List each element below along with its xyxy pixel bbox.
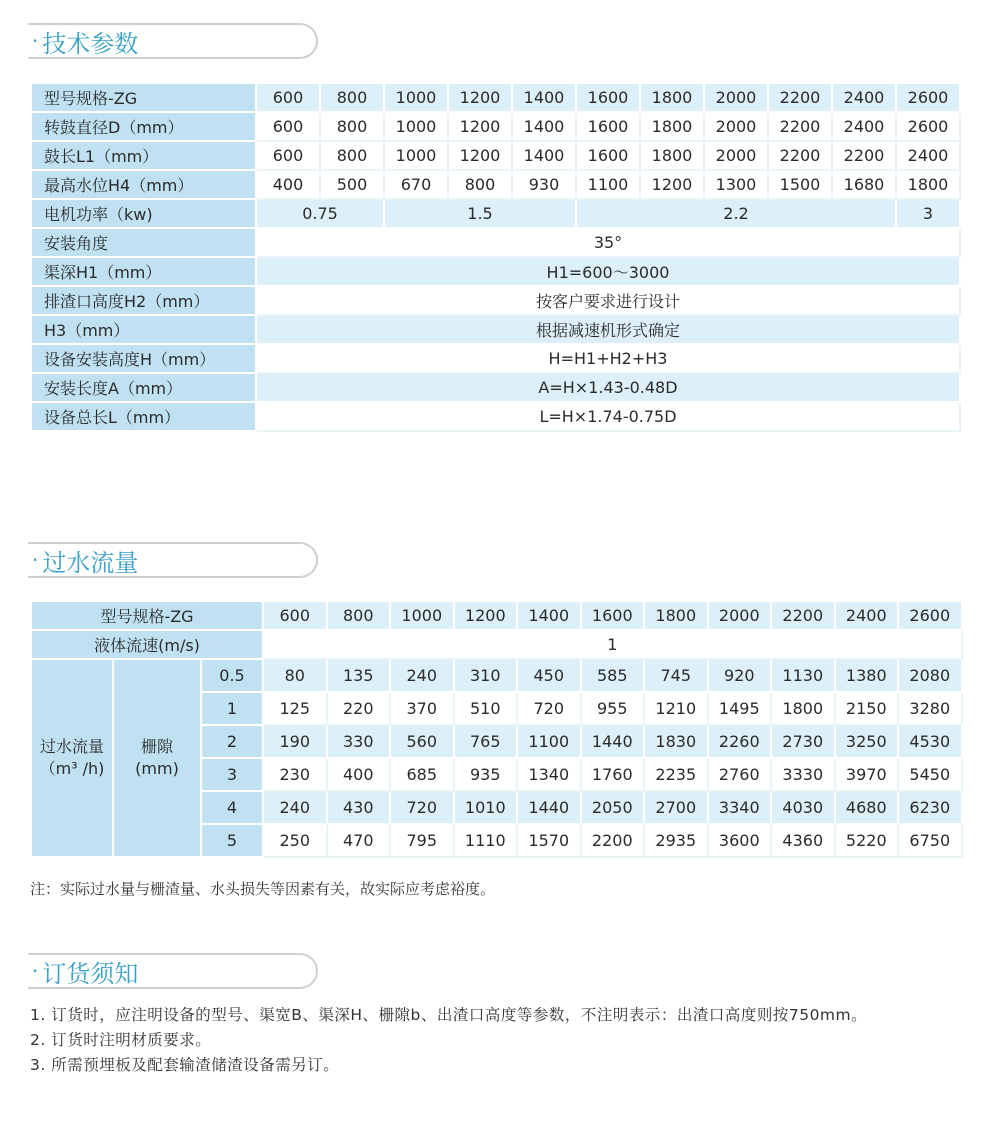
table-cell: 2000 — [708, 601, 772, 630]
table-cell: 720 — [390, 791, 454, 824]
flow-label: 过水流量 — [39, 737, 104, 756]
table-row — [31, 83, 960, 112]
table-cell: 1000 — [384, 141, 448, 170]
gap-unit: (mm) — [135, 759, 179, 778]
table-cell: 800 — [320, 83, 384, 112]
flow-unit: （m³ /h) — [39, 759, 105, 778]
table-cell: 3330 — [771, 758, 835, 791]
table-cell: 1210 — [644, 692, 708, 725]
table-cell: 125 — [263, 692, 327, 725]
table-cell: 4530 — [898, 725, 962, 758]
order-notes — [30, 1003, 975, 1078]
table-cell: 6750 — [898, 824, 962, 857]
table-cell: 2200 — [768, 112, 832, 141]
table-cell: 1830 — [644, 725, 708, 758]
table-cell: 720 — [517, 692, 581, 725]
table-cell: 1200 — [448, 83, 512, 112]
table-cell: 3280 — [898, 692, 962, 725]
table-cell: 1600 — [576, 83, 640, 112]
table-cell: 500 — [320, 170, 384, 199]
table-cell: 1400 — [512, 83, 576, 112]
gap-value: 3 — [201, 758, 263, 791]
table-row — [31, 315, 960, 344]
table-cell: 800 — [448, 170, 512, 199]
bullet-dot-icon: · — [32, 959, 39, 983]
table-cell: 795 — [390, 824, 454, 857]
table-row — [31, 344, 960, 373]
table-cell: 1110 — [454, 824, 518, 857]
table-cell: 1800 — [644, 601, 708, 630]
table-cell: 2235 — [644, 758, 708, 791]
gap-value: 2 — [201, 725, 263, 758]
table-cell: L=H×1.74-0.75D — [256, 402, 960, 431]
table-cell: 230 — [263, 758, 327, 791]
table-cell: 470 — [327, 824, 391, 857]
table-cell: 240 — [390, 659, 454, 692]
table-cell: 1800 — [640, 112, 704, 141]
table-cell: 2730 — [771, 725, 835, 758]
table-cell: 3970 — [835, 758, 899, 791]
table-row — [31, 601, 962, 630]
row-label: 安装角度 — [31, 228, 256, 257]
table-cell: 2000 — [704, 83, 768, 112]
table-cell: 450 — [517, 659, 581, 692]
table-cell: 1100 — [576, 170, 640, 199]
row-label: 最高水位H4（mm） — [31, 170, 256, 199]
table-cell: 600 — [256, 83, 320, 112]
row-label: 鼓长L1（mm） — [31, 141, 256, 170]
row-label: 设备总长L（mm） — [31, 402, 256, 431]
table-cell: 3250 — [835, 725, 899, 758]
table-cell: 370 — [390, 692, 454, 725]
table-cell: 240 — [263, 791, 327, 824]
note-text: 注：实际过水量与栅渣量、水头损失等因素有关，故实际应考虑裕度。 — [30, 880, 496, 898]
table-cell: 2600 — [896, 83, 960, 112]
table-cell: 2000 — [704, 112, 768, 141]
table-cell: 4680 — [835, 791, 899, 824]
table-row — [31, 112, 960, 141]
table-row — [31, 228, 960, 257]
table-cell: 1495 — [708, 692, 772, 725]
row-label: 液体流速(m/s) — [31, 630, 263, 659]
table-cell: 0.75 — [256, 199, 384, 228]
table-cell: 2080 — [898, 659, 962, 692]
row-label: 转鼓直径D（mm） — [31, 112, 256, 141]
table-cell: 1800 — [640, 141, 704, 170]
table-cell: 4360 — [771, 824, 835, 857]
bullet-dot-icon: · — [32, 548, 39, 572]
table-cell: 2400 — [832, 112, 896, 141]
section-title-text: 过水流量 — [42, 548, 139, 577]
table-cell: 220 — [327, 692, 391, 725]
table-cell: 1130 — [771, 659, 835, 692]
table-cell: 1500 — [768, 170, 832, 199]
table-cell: 330 — [327, 725, 391, 758]
table-cell: 2400 — [835, 601, 899, 630]
table-cell: 585 — [581, 659, 645, 692]
table-cell: 2200 — [768, 83, 832, 112]
table-row — [31, 402, 960, 431]
table-cell: 765 — [454, 725, 518, 758]
table-cell: H=H1+H2+H3 — [256, 344, 960, 373]
flow-label-cell — [31, 659, 113, 857]
table-cell: 1100 — [517, 725, 581, 758]
table-cell: 2700 — [644, 791, 708, 824]
table-cell: 250 — [263, 824, 327, 857]
table-cell: 2400 — [832, 83, 896, 112]
table-row — [31, 630, 962, 659]
table-cell: 根据减速机形式确定 — [256, 315, 960, 344]
table-cell: 935 — [454, 758, 518, 791]
row-label: 排渣口高度H2（mm） — [31, 286, 256, 315]
row-label: 渠深H1（mm） — [31, 257, 256, 286]
table-cell: 920 — [708, 659, 772, 692]
table-cell: 430 — [327, 791, 391, 824]
table-cell: 800 — [320, 141, 384, 170]
table-cell: 1380 — [835, 659, 899, 692]
row-label: H3（mm） — [31, 315, 256, 344]
table-cell: 1.5 — [384, 199, 576, 228]
table-cell: 600 — [256, 141, 320, 170]
table-cell: 2400 — [896, 141, 960, 170]
table-cell: 2200 — [832, 141, 896, 170]
table-cell: 1440 — [517, 791, 581, 824]
table-row — [31, 659, 962, 692]
table-cell: 2000 — [704, 141, 768, 170]
gap-label: 栅隙 — [140, 737, 173, 756]
table-cell: 1800 — [640, 83, 704, 112]
table-row — [31, 373, 960, 402]
table-cell: 1000 — [384, 83, 448, 112]
table-cell: 按客户要求进行设计 — [256, 286, 960, 315]
table-cell: 1600 — [581, 601, 645, 630]
table-cell: 930 — [512, 170, 576, 199]
bullet-dot-icon: · — [32, 29, 39, 53]
section-title-tech — [28, 23, 318, 59]
row-label: 型号规格-ZG — [31, 83, 256, 112]
order-note-item: 3. 所需预埋板及配套输渣储渣设备需另订。 — [30, 1056, 340, 1074]
table-cell: 6230 — [898, 791, 962, 824]
table-cell: 3600 — [708, 824, 772, 857]
table-cell: 2200 — [581, 824, 645, 857]
table-cell: A=H×1.43-0.48D — [256, 373, 960, 402]
table-cell: 1200 — [640, 170, 704, 199]
table-cell: 2150 — [835, 692, 899, 725]
flow-table — [30, 600, 963, 858]
section-title-order — [28, 953, 318, 989]
section-title-text: 订货须知 — [42, 959, 139, 988]
table-row — [31, 199, 960, 228]
table-cell: 3 — [896, 199, 960, 228]
gap-label-cell — [113, 659, 201, 857]
table-cell: 4030 — [771, 791, 835, 824]
order-note-item: 2. 订货时注明材质要求。 — [30, 1031, 212, 1049]
table-cell: 2600 — [898, 601, 962, 630]
table-cell: H1=600～3000 — [256, 257, 960, 286]
table-cell: 2260 — [708, 725, 772, 758]
table-cell: 560 — [390, 725, 454, 758]
table-cell: 400 — [256, 170, 320, 199]
table-cell: 2935 — [644, 824, 708, 857]
table-cell: 1200 — [448, 141, 512, 170]
table-cell: 800 — [327, 601, 391, 630]
gap-value: 0.5 — [201, 659, 263, 692]
table-cell: 5220 — [835, 824, 899, 857]
tech-params-table — [30, 82, 961, 432]
table-row — [31, 257, 960, 286]
table-cell: 685 — [390, 758, 454, 791]
table-cell: 1570 — [517, 824, 581, 857]
row-label: 电机功率（kw) — [31, 199, 256, 228]
table-cell: 1300 — [704, 170, 768, 199]
table-cell: 35° — [256, 228, 960, 257]
table-cell: 400 — [327, 758, 391, 791]
table-cell: 1800 — [771, 692, 835, 725]
table-cell: 510 — [454, 692, 518, 725]
table-cell: 135 — [327, 659, 391, 692]
table-cell: 1400 — [512, 112, 576, 141]
table-cell: 1400 — [517, 601, 581, 630]
table-cell: 1680 — [832, 170, 896, 199]
table-cell: 1000 — [384, 112, 448, 141]
table-cell: 2200 — [771, 601, 835, 630]
table-cell: 1440 — [581, 725, 645, 758]
row-label: 设备安装高度H（mm） — [31, 344, 256, 373]
table-row — [31, 170, 960, 199]
table-cell: 310 — [454, 659, 518, 692]
table-row — [31, 141, 960, 170]
table-cell: 800 — [320, 112, 384, 141]
section-title-flow — [28, 542, 318, 578]
row-label: 安装长度A（mm） — [31, 373, 256, 402]
table-cell: 745 — [644, 659, 708, 692]
table-cell: 2.2 — [576, 199, 896, 228]
table-cell: 2050 — [581, 791, 645, 824]
table-cell: 1200 — [454, 601, 518, 630]
gap-value: 5 — [201, 824, 263, 857]
table-cell: 1400 — [512, 141, 576, 170]
table-cell: 1200 — [448, 112, 512, 141]
table-cell: 1 — [263, 630, 962, 659]
gap-value: 1 — [201, 692, 263, 725]
table-cell: 5450 — [898, 758, 962, 791]
table-cell: 1600 — [576, 112, 640, 141]
table-row — [31, 286, 960, 315]
table-cell: 2760 — [708, 758, 772, 791]
table-cell: 1800 — [896, 170, 960, 199]
table-cell: 670 — [384, 170, 448, 199]
table-cell: 2200 — [768, 141, 832, 170]
table-cell: 2600 — [896, 112, 960, 141]
gap-value: 4 — [201, 791, 263, 824]
table-cell: 3340 — [708, 791, 772, 824]
row-label: 型号规格-ZG — [31, 601, 263, 630]
table-cell: 1010 — [454, 791, 518, 824]
table-cell: 955 — [581, 692, 645, 725]
section-title-text: 技术参数 — [42, 29, 139, 58]
table-cell: 1760 — [581, 758, 645, 791]
table-cell: 600 — [263, 601, 327, 630]
order-note-item: 1. 订货时，应注明设备的型号、渠宽B、渠深H、栅隙b、出渣口高度等参数，不注明表示：出渣口高度则按750mm。 — [30, 1006, 868, 1024]
table-cell: 80 — [263, 659, 327, 692]
table-cell: 1000 — [390, 601, 454, 630]
table-cell: 190 — [263, 725, 327, 758]
table-cell: 1600 — [576, 141, 640, 170]
table-cell: 1340 — [517, 758, 581, 791]
table-cell: 600 — [256, 112, 320, 141]
